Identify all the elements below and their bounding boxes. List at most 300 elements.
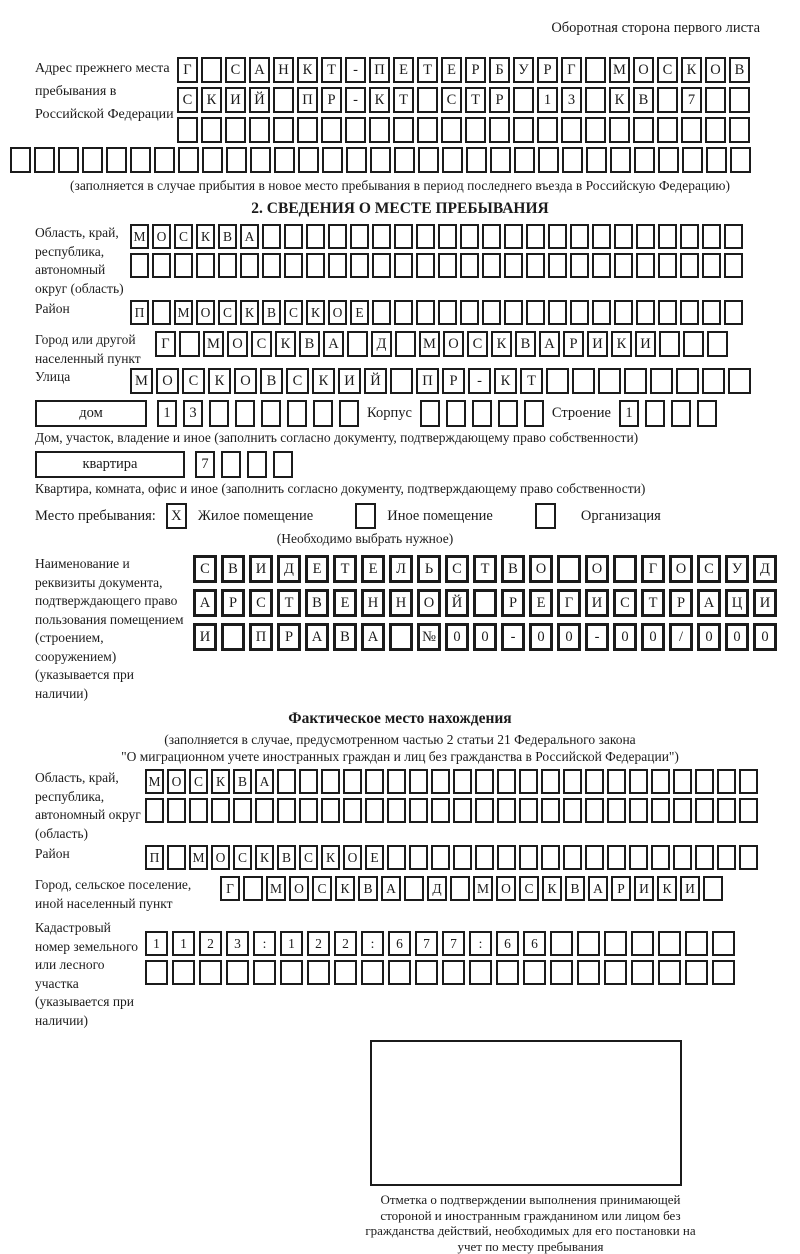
form-cell: Р: [537, 57, 558, 83]
form-cell: [673, 769, 692, 794]
form-cell: [475, 798, 494, 823]
form-cell: [658, 224, 677, 249]
apartment-row: [35, 451, 765, 478]
form-cell: [361, 960, 384, 985]
form-cell: [306, 224, 325, 249]
form-cell: [585, 769, 604, 794]
form-cell: [482, 253, 501, 278]
form-cell: М: [473, 876, 493, 901]
form-cell: 1: [157, 400, 177, 427]
form-cell: И: [585, 589, 609, 617]
form-cell: [418, 147, 439, 173]
form-cell: [739, 845, 758, 870]
form-cell: [226, 960, 249, 985]
form-cell: [657, 117, 678, 143]
form-cell: С: [445, 555, 469, 583]
form-cell: [629, 769, 648, 794]
form-cell: Е: [333, 589, 357, 617]
form-cell: [273, 451, 293, 478]
form-cell: 7: [195, 451, 215, 478]
form-cell: [585, 845, 604, 870]
form-cell: [585, 117, 606, 143]
form-cell: [557, 555, 581, 583]
form-cell: [548, 300, 567, 325]
form-cell: [682, 147, 703, 173]
form-cell: [450, 876, 470, 901]
form-cell: [262, 224, 281, 249]
actual-district-cells-row: [145, 845, 758, 870]
actual-region-block: [35, 769, 765, 843]
prev-address-label: Адрес прежнего места пребывания в Российской Федерации: [35, 61, 174, 122]
form-cell: [676, 368, 699, 394]
form-cell: [673, 845, 692, 870]
form-cell: 1: [145, 931, 168, 956]
form-cell: Е: [441, 57, 462, 83]
form-cell: [438, 224, 457, 249]
form-cell: С: [441, 87, 462, 113]
form-cell: [513, 117, 534, 143]
form-cell: Г: [155, 331, 176, 357]
form-cell: К: [306, 300, 325, 325]
form-cell: Г: [177, 57, 198, 83]
form-cell: О: [211, 845, 230, 870]
form-cell: 1: [172, 931, 195, 956]
cadastral-grid: [145, 931, 735, 985]
document-cells-row-3: [193, 623, 777, 651]
form-cell: Д: [427, 876, 447, 901]
form-cell: [717, 845, 736, 870]
form-cell: С: [284, 300, 303, 325]
form-cell: [489, 117, 510, 143]
form-cell: Г: [557, 589, 581, 617]
form-cell: [387, 798, 406, 823]
form-cell: Е: [361, 555, 385, 583]
region-grid: [130, 224, 743, 278]
form-cell: [299, 769, 318, 794]
form-cell: [58, 147, 79, 173]
form-cell: [598, 368, 621, 394]
form-cell: 0: [697, 623, 721, 651]
form-cell: К: [255, 845, 274, 870]
form-cell: [10, 147, 31, 173]
form-cell: [490, 147, 511, 173]
city-label: Город или другой населенный пункт: [35, 332, 141, 366]
form-cell: [460, 300, 479, 325]
form-cell: 0: [725, 623, 749, 651]
form-cell: С: [218, 300, 237, 325]
region-cells-row-1: [130, 224, 743, 249]
form-cell: [394, 300, 413, 325]
form-cell: [416, 253, 435, 278]
form-cell: С: [233, 845, 252, 870]
form-cell: №: [417, 623, 441, 651]
form-cell: [577, 960, 600, 985]
form-cell: [441, 117, 462, 143]
form-cell: [334, 960, 357, 985]
form-cell: М: [189, 845, 208, 870]
form-cell: [226, 147, 247, 173]
form-cell: [633, 117, 654, 143]
form-cell: [321, 769, 340, 794]
form-cell: [614, 224, 633, 249]
form-cell: [389, 623, 413, 651]
form-cell: [592, 224, 611, 249]
form-cell: [523, 960, 546, 985]
korpus-label: Корпус: [367, 405, 412, 421]
form-cell: [233, 798, 252, 823]
form-cell: А: [193, 589, 217, 617]
form-cell: Б: [489, 57, 510, 83]
form-cell: [702, 224, 721, 249]
form-cell: [240, 253, 259, 278]
form-cell: [82, 147, 103, 173]
street-cells-row: [130, 368, 751, 394]
form-cell: С: [519, 876, 539, 901]
form-cell: Н: [361, 589, 385, 617]
form-cell: Р: [563, 331, 584, 357]
form-cell: П: [369, 57, 390, 83]
form-cell: [395, 331, 416, 357]
form-cell: [658, 960, 681, 985]
form-cell: В: [333, 623, 357, 651]
form-cell: О: [196, 300, 215, 325]
form-cell: [130, 253, 149, 278]
form-cell: [657, 87, 678, 113]
form-cell: [306, 253, 325, 278]
form-cell: [178, 147, 199, 173]
street-label: Улица: [35, 369, 71, 384]
form-cell: 3: [561, 87, 582, 113]
form-cell: Т: [333, 555, 357, 583]
form-cell: [563, 798, 582, 823]
actual-city-cells-row: [220, 876, 723, 901]
form-cell: С: [177, 87, 198, 113]
form-cell: [431, 798, 450, 823]
form-cell: [298, 147, 319, 173]
form-cell: [631, 931, 654, 956]
form-cell: [255, 798, 274, 823]
form-cell: [680, 253, 699, 278]
form-cell: К: [335, 876, 355, 901]
form-cell: [526, 224, 545, 249]
form-cell: [431, 845, 450, 870]
stroenie-cells: [619, 400, 717, 427]
form-cell: -: [345, 57, 366, 83]
form-cell: [695, 798, 714, 823]
document-cells-row-1: [193, 555, 777, 583]
form-cell: 0: [557, 623, 581, 651]
form-cell: Й: [364, 368, 387, 394]
form-cell: [322, 147, 343, 173]
form-cell: [369, 117, 390, 143]
actual-district-label: Район: [35, 846, 70, 861]
form-cell: О: [585, 555, 609, 583]
form-cell: [607, 845, 626, 870]
prev-address-note: (заполняется в случае прибытия в новое место пребывания в период последнего въезда в Российскую Федерацию): [69, 178, 731, 193]
form-cell: А: [539, 331, 560, 357]
house-row: [35, 400, 765, 427]
form-cell: [211, 798, 230, 823]
form-cell: [167, 798, 186, 823]
form-cell: 1: [280, 931, 303, 956]
form-cell: [202, 147, 223, 173]
form-cell: [262, 253, 281, 278]
form-cell: А: [240, 224, 259, 249]
form-cell: :: [361, 931, 384, 956]
form-cell: О: [705, 57, 726, 83]
form-cell: 2: [307, 931, 330, 956]
form-cell: И: [680, 876, 700, 901]
form-cell: [681, 117, 702, 143]
form-cell: [475, 845, 494, 870]
form-cell: К: [208, 368, 231, 394]
form-cell: К: [240, 300, 259, 325]
form-cell: [629, 845, 648, 870]
form-cell: [609, 117, 630, 143]
form-cell: [659, 331, 680, 357]
form-cell: 0: [445, 623, 469, 651]
form-cell: Р: [669, 589, 693, 617]
form-cell: С: [189, 769, 208, 794]
form-cell: [636, 300, 655, 325]
form-cell: [297, 117, 318, 143]
form-cell: [658, 147, 679, 173]
form-cell: [729, 87, 750, 113]
form-cell: Г: [220, 876, 240, 901]
form-cell: О: [443, 331, 464, 357]
choose-note: (Необходимо выбрать нужное): [276, 531, 454, 546]
form-cell: [201, 57, 222, 83]
organization-label: Организация: [580, 507, 661, 524]
form-cell: [273, 87, 294, 113]
form-cell: [438, 253, 457, 278]
house-cells: [157, 400, 359, 427]
form-cell: А: [697, 589, 721, 617]
form-cell: [189, 798, 208, 823]
form-cell: [273, 117, 294, 143]
form-cell: [453, 798, 472, 823]
form-cell: [636, 224, 655, 249]
form-cell: [717, 769, 736, 794]
form-cell: [607, 769, 626, 794]
form-cell: [729, 117, 750, 143]
form-cell: [570, 253, 589, 278]
stay-type-row: [35, 503, 765, 529]
form-cell: А: [588, 876, 608, 901]
form-cell: М: [145, 769, 164, 794]
form-cell: [130, 147, 151, 173]
form-cell: [261, 400, 281, 427]
form-cell: [671, 400, 691, 427]
form-cell: 3: [183, 400, 203, 427]
form-cell: 0: [753, 623, 777, 651]
form-cell: Т: [417, 57, 438, 83]
form-cell: О: [496, 876, 516, 901]
form-cell: Т: [520, 368, 543, 394]
korpus-cells: [420, 400, 544, 427]
region-block: [35, 224, 765, 298]
form-cell: [387, 769, 406, 794]
form-cell: [253, 960, 276, 985]
form-cell: [526, 300, 545, 325]
form-cell: Ь: [417, 555, 441, 583]
form-cell: [339, 400, 359, 427]
form-cell: 0: [529, 623, 553, 651]
form-cell: :: [253, 931, 276, 956]
form-cell: Р: [465, 57, 486, 83]
actual-location-note-2: "О миграционном учете иностранных граждан и лиц без гражданства в Российской Федерации"): [121, 749, 679, 764]
region-label: Область, край, республика, автономный округ (область): [35, 225, 124, 296]
form-cell: 2: [334, 931, 357, 956]
form-cell: [249, 117, 270, 143]
form-cell: И: [338, 368, 361, 394]
form-cell: С: [312, 876, 332, 901]
form-cell: В: [305, 589, 329, 617]
form-cell: [442, 960, 465, 985]
form-cell: [563, 769, 582, 794]
form-cell: [482, 300, 501, 325]
form-cell: О: [152, 224, 171, 249]
form-cell: А: [255, 769, 274, 794]
form-cell: [453, 845, 472, 870]
apartment-caption: Квартира, комната, офис и иное (заполнить согласно документу, подтверждающему право собственности): [35, 481, 646, 496]
form-cell: [446, 400, 466, 427]
form-cell: У: [725, 555, 749, 583]
form-cell: [548, 253, 567, 278]
form-cell: О: [343, 845, 362, 870]
form-cell: М: [130, 368, 153, 394]
form-cell: Ц: [725, 589, 749, 617]
form-cell: А: [381, 876, 401, 901]
form-cell: 6: [388, 931, 411, 956]
form-cell: М: [419, 331, 440, 357]
form-cell: О: [417, 589, 441, 617]
form-cell: [225, 117, 246, 143]
form-cell: Д: [277, 555, 301, 583]
form-cell: С: [697, 555, 721, 583]
form-cell: [702, 368, 725, 394]
form-cell: [592, 253, 611, 278]
form-cell: [541, 798, 560, 823]
form-cell: [706, 147, 727, 173]
form-cell: [417, 87, 438, 113]
form-cell: [482, 224, 501, 249]
form-cell: [651, 798, 670, 823]
form-cell: Р: [501, 589, 525, 617]
form-cell: [651, 769, 670, 794]
form-cell: [277, 798, 296, 823]
form-cell: [585, 798, 604, 823]
form-cell: Л: [389, 555, 413, 583]
form-cell: [695, 845, 714, 870]
form-cell: [365, 769, 384, 794]
form-cell: 0: [473, 623, 497, 651]
form-cell: [218, 253, 237, 278]
form-cell: [624, 368, 647, 394]
form-cell: [514, 147, 535, 173]
stay-type-label: Место пребывания:: [35, 507, 156, 524]
form-cell: [250, 147, 271, 173]
form-cell: С: [657, 57, 678, 83]
form-cell: М: [609, 57, 630, 83]
form-cell: [199, 960, 222, 985]
document-grid: [193, 555, 777, 651]
form-cell: [645, 400, 665, 427]
form-cell: [145, 798, 164, 823]
form-cell: [152, 300, 171, 325]
form-cell: [346, 147, 367, 173]
form-cell: [497, 798, 516, 823]
form-cell: [321, 798, 340, 823]
form-cell: К: [609, 87, 630, 113]
apartment-cells: [195, 451, 293, 478]
form-cell: [739, 769, 758, 794]
form-cell: [394, 253, 413, 278]
form-cell: О: [529, 555, 553, 583]
form-cell: [519, 798, 538, 823]
form-cell: -: [585, 623, 609, 651]
form-cell: Й: [249, 87, 270, 113]
form-cell: К: [542, 876, 562, 901]
form-cell: [683, 331, 704, 357]
form-cell: К: [657, 876, 677, 901]
form-cell: [548, 224, 567, 249]
form-cell: И: [225, 87, 246, 113]
form-cell: [705, 87, 726, 113]
form-cell: К: [201, 87, 222, 113]
actual-location-title: Фактическое место нахождения: [288, 710, 512, 727]
form-cell: Т: [393, 87, 414, 113]
district-label: Район: [35, 301, 70, 316]
form-cell: Р: [277, 623, 301, 651]
form-cell: Т: [277, 589, 301, 617]
form-cell: [350, 253, 369, 278]
form-cell: Е: [350, 300, 369, 325]
form-cell: [712, 931, 735, 956]
form-cell: [538, 147, 559, 173]
checkbox-other-premises: [355, 503, 376, 529]
form-cell: Т: [641, 589, 665, 617]
actual-region-grid: [145, 769, 758, 823]
document-cells-row-2: [193, 589, 777, 617]
form-cell: К: [297, 57, 318, 83]
form-cell: С: [251, 331, 272, 357]
form-cell: [393, 117, 414, 143]
form-cell: [572, 368, 595, 394]
form-cell: 0: [641, 623, 665, 651]
form-cell: [712, 960, 735, 985]
stamp-box: [370, 1040, 682, 1186]
form-cell: О: [227, 331, 248, 357]
form-cell: О: [633, 57, 654, 83]
form-cell: Р: [442, 368, 465, 394]
form-cell: [613, 555, 637, 583]
form-cell: [504, 300, 523, 325]
form-cell: [274, 147, 295, 173]
form-cell: [702, 253, 721, 278]
form-cell: [498, 400, 518, 427]
form-cell: [650, 368, 673, 394]
form-cell: [550, 960, 573, 985]
form-cell: [563, 845, 582, 870]
form-cell: П: [297, 87, 318, 113]
form-cell: Т: [473, 555, 497, 583]
form-cell: [106, 147, 127, 173]
form-cell: [347, 331, 368, 357]
form-cell: [307, 960, 330, 985]
form-cell: [586, 147, 607, 173]
form-cell: [280, 960, 303, 985]
